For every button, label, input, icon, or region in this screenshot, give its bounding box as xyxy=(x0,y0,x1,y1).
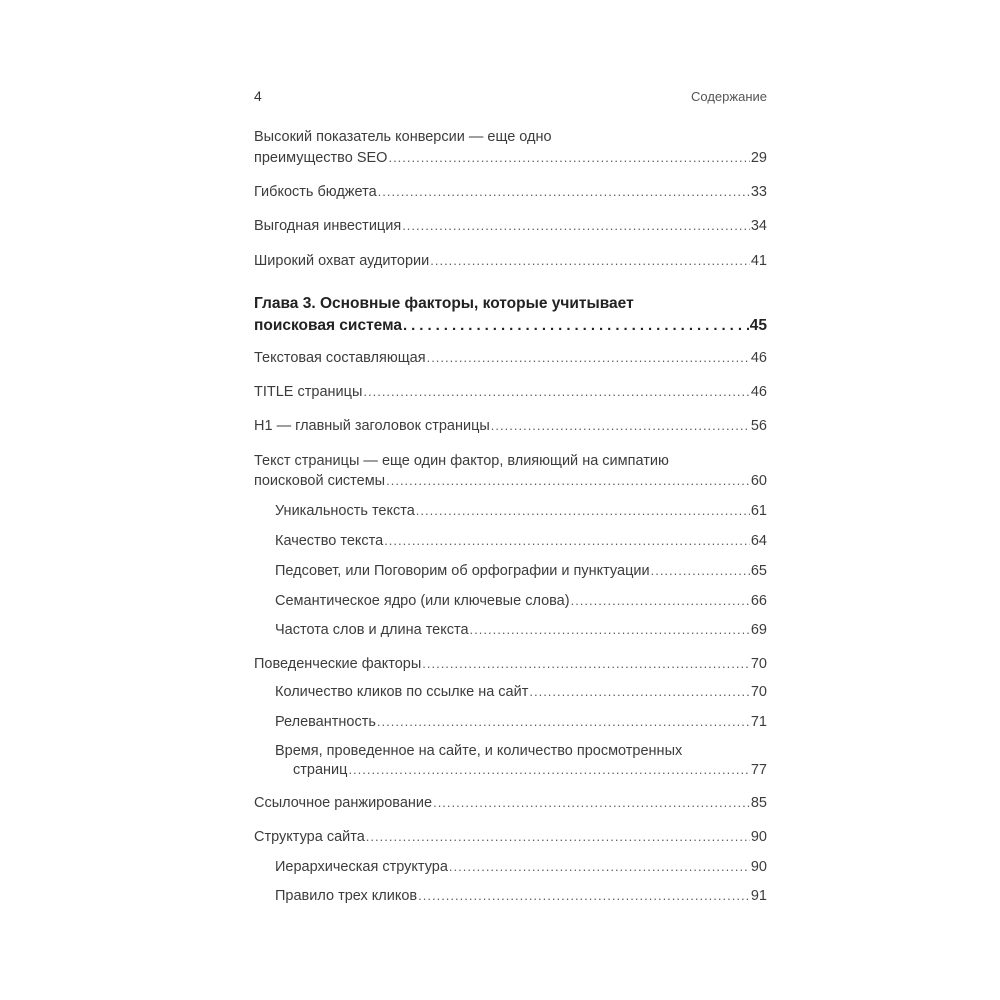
toc-entry-title: преимущество SEO xyxy=(254,150,388,166)
toc-page-number: 65 xyxy=(750,563,767,579)
toc-entry-title: страниц xyxy=(293,762,348,778)
toc-entry-title: Иерархическая структура xyxy=(275,859,448,875)
toc-entry xyxy=(254,251,767,271)
dot-leader xyxy=(386,471,750,491)
toc-entry-title: Текстовая составляющая xyxy=(254,350,426,366)
toc-page-number: 41 xyxy=(750,253,767,269)
toc-page-number: 71 xyxy=(750,714,767,730)
toc-entry-title: поисковая система xyxy=(254,317,402,334)
toc-page-number: 85 xyxy=(750,795,767,811)
toc-page-number: 34 xyxy=(750,218,767,234)
toc-entry-title: поисковой системы xyxy=(254,473,386,489)
toc-page-number: 46 xyxy=(750,384,767,400)
toc-page-number: 64 xyxy=(750,533,767,549)
toc-entry xyxy=(254,793,767,813)
toc-entry-title: Выгодная инвестиция xyxy=(254,218,402,234)
toc-entry-title: TITLE страницы xyxy=(254,384,363,400)
dot-leader xyxy=(416,501,750,521)
toc-entry xyxy=(254,216,767,236)
toc-subentry xyxy=(275,561,767,581)
toc-subentry xyxy=(275,886,767,906)
toc-page-number: 66 xyxy=(750,593,767,609)
dot-leader xyxy=(449,857,750,877)
dot-leader xyxy=(378,182,750,202)
dot-leader xyxy=(491,416,750,436)
toc-page-number: 60 xyxy=(750,473,767,489)
toc-page-number: 91 xyxy=(750,888,767,904)
dot-leader xyxy=(422,654,750,674)
toc-subentry xyxy=(275,531,767,551)
dot-leader xyxy=(366,827,750,847)
page-number: 4 xyxy=(254,88,262,104)
dot-leader xyxy=(348,760,749,780)
dot-leader xyxy=(430,251,750,271)
toc-entry-line: Высокий показатель конверсии — еще одно xyxy=(254,129,552,145)
toc-page-number: 61 xyxy=(750,503,767,519)
toc-entry-title: Поведенческие факторы xyxy=(254,656,422,672)
dot-leader xyxy=(651,561,750,581)
chapter-heading-line: Глава 3. Основные факторы, которые учитывает xyxy=(254,295,634,312)
toc-entry xyxy=(254,416,767,436)
toc-entry-title: Гибкость бюджета xyxy=(254,184,377,200)
chapter-heading xyxy=(254,316,767,336)
dot-leader xyxy=(384,531,750,551)
toc-entry xyxy=(254,827,767,847)
dot-leader xyxy=(363,382,749,402)
toc-entry xyxy=(254,654,767,674)
running-header: Содержание xyxy=(691,89,767,104)
dot-leader xyxy=(427,348,750,368)
toc-subentry xyxy=(275,682,767,702)
toc-entry-title: Уникальность текста xyxy=(275,503,415,519)
dot-leader xyxy=(403,316,749,336)
dot-leader xyxy=(433,793,750,813)
toc-page-number: 90 xyxy=(750,829,767,845)
dot-leader xyxy=(377,712,750,732)
toc-entry xyxy=(254,471,767,491)
toc-page-number: 90 xyxy=(750,859,767,875)
toc-entry-title: Семантическое ядро (или ключевые слова) xyxy=(275,593,570,609)
toc-page-number: 29 xyxy=(750,150,767,166)
dot-leader xyxy=(571,591,750,611)
toc-entry-title: Структура сайта xyxy=(254,829,365,845)
toc-subentry xyxy=(275,501,767,521)
toc-page-number: 70 xyxy=(750,656,767,672)
toc-page-number: 45 xyxy=(749,317,767,334)
toc-entry xyxy=(254,348,767,368)
toc-entry xyxy=(254,182,767,202)
toc-page-number: 46 xyxy=(750,350,767,366)
toc-page-number: 69 xyxy=(750,622,767,638)
toc-entry-title: Частота слов и длина текста xyxy=(275,622,469,638)
toc-subentry xyxy=(293,760,767,780)
toc-entry-title: H1 — главный заголовок страницы xyxy=(254,418,490,434)
toc-entry-title: Широкий охват аудитории xyxy=(254,253,430,269)
toc-subentry xyxy=(275,591,767,611)
toc-subentry xyxy=(275,620,767,640)
toc-page-number: 56 xyxy=(750,418,767,434)
toc-entry-title: Правило трех кликов xyxy=(275,888,418,904)
toc-entry xyxy=(254,382,767,402)
toc-entry-title: Ссылочное ранжирование xyxy=(254,795,433,811)
dot-leader xyxy=(418,886,750,906)
dot-leader xyxy=(470,620,750,640)
dot-leader xyxy=(388,148,749,168)
toc-subentry xyxy=(275,857,767,877)
toc-entry xyxy=(254,148,767,168)
toc-entry-title: Педсовет, или Поговорим об орфографии и пунктуации xyxy=(275,563,650,579)
toc-subentry xyxy=(275,712,767,732)
toc-entry-line: Текст страницы — еще один фактор, влияющий на симпатию xyxy=(254,453,669,469)
toc-entry-title: Количество кликов по ссылке на сайт xyxy=(275,684,529,700)
toc-entry-title: Релевантность xyxy=(275,714,376,730)
toc-entry-title: Качество текста xyxy=(275,533,384,549)
dot-leader xyxy=(402,216,750,236)
toc-subentry-line: Время, проведенное на сайте, и количество просмотренных xyxy=(275,743,683,759)
dot-leader xyxy=(529,682,750,702)
toc-page-number: 77 xyxy=(750,762,767,778)
toc-page-number: 33 xyxy=(750,184,767,200)
toc-page-number: 70 xyxy=(750,684,767,700)
